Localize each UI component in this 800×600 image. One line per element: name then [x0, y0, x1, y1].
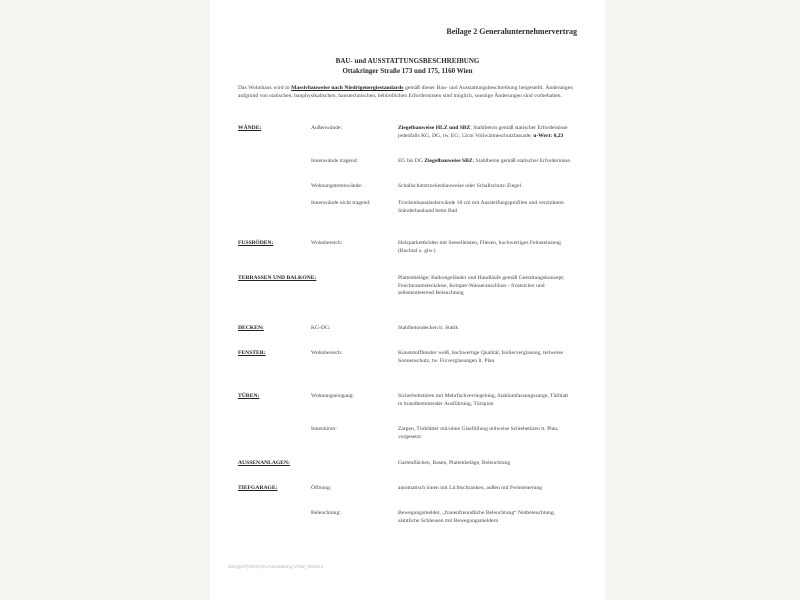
title-line-1: BAU- und AUSSTATTUNGSBESCHREIBUNG — [335, 57, 480, 65]
footer-path: Dbvg|DT|VKG|VK/Ausstattung VSW_091014 — [228, 565, 324, 570]
section-label: AUSSENANLAGEN: — [238, 460, 290, 466]
attachment-header: Beilage 2 Generalunternehmervertrag — [446, 27, 577, 36]
subsection-label: Wohnungseingang: — [311, 393, 355, 399]
section-label: FENSTER: — [238, 350, 266, 356]
section-label: TÜREN: — [238, 393, 260, 399]
section-description: Trockenbauständerwände 10 cm mit Aussteifungsprofilen und verzinktem Ständerbauband beim Bad — [398, 200, 564, 214]
section-label: TIEFGARAGE: — [238, 485, 278, 491]
section-label: DECKEN: — [238, 325, 264, 331]
title-line-2: Ottakringer Straße 173 und 175, 1160 Wien — [342, 67, 473, 75]
section-description: Zargen, Türblätter mit/ohne Glasfüllung teilweise Schiebetüren lt. Plan, vorgesetzt — [398, 426, 559, 440]
section-description: Holzparkettböden mit Sesselleisten, Fliesen, hochwertiges Feinsteinzeug (Buchtal o. glw.) — [398, 240, 561, 254]
subsection-label: Innentüren: — [311, 426, 337, 432]
section-label: TERRASSEN UND BALKONE: — [238, 275, 317, 281]
section-description: Ziegelbauweise HLZ und SBZ; Stahlbeton gemäß statischer Erfordernisse jedenfalls KG, DG, tw. EG; 12cm Vollwärmeschutzfassade; u-Wert: 0,23 — [398, 125, 568, 139]
subsection-label: Außenwände: — [311, 125, 343, 131]
section-description: Sicherheitstüren mit Mehrfachverriegelung, Stahlumfassungszarge, Türblatt in brandhemmender Ausführung, Türspion — [398, 393, 569, 407]
section-label: FUSSBÖDEN: — [238, 240, 274, 246]
intro-paragraph — [238, 85, 573, 100]
subsection-label: Wohnungstrennwände: — [311, 183, 363, 189]
subsection-label: Beleuchtung: — [311, 510, 341, 516]
section-description: Schallschutztrockenbauweise oder Schallschutz-Ziegel — [398, 183, 522, 189]
intro-text-start: Das Wohnhaus wird in — [238, 85, 292, 91]
section-description: Bewegungsmelder, „frauenfreundliche Beleuchtung“ Notbeleuchtung, sämtliche Schleusen mit Bewegungsmeldern — [398, 510, 556, 524]
subsection-label: Wohnbereich: — [311, 350, 343, 356]
document-page — [210, 0, 605, 600]
subsection-label: Wohnbereich: — [311, 240, 343, 246]
subsection-label: Innenwände tragend: — [311, 158, 359, 164]
subsection-label: KG-DG: — [311, 325, 331, 331]
subsection-label: Öffnung: — [311, 485, 332, 491]
intro-highlight: Massivbauweise nach Niedrigenergiestandards — [291, 85, 404, 91]
section-label: WÄNDE: — [238, 125, 262, 131]
section-description: Kunststofffenster weiß, hochwertige Qualität, Isolierverglasung, teilweise Sonnenschutz, tw. Fixverglasungen lt. Plan — [398, 350, 563, 364]
section-description: Stahlbetondecken lt. Statik — [398, 325, 459, 331]
subsection-label: Innenwände nicht tragend: — [311, 200, 371, 206]
section-description: automatisch innen mit Lichtschranken, außen mit Fernsteuerung — [398, 485, 543, 491]
document-title — [210, 56, 605, 76]
section-description: Gartenflächen, Rasen, Plattenbeläge, Beleuchtung — [398, 460, 511, 466]
intro-text-end: gemäß dieser Bau- und Ausstattungsbeschreibung hergestellt. Änderungen aufgrund von statischen, bauphysikalischen, haustechnischen, behördlichen Erfordernissen sind möglich, sonstige Änderungen sind vorbehalten. — [238, 85, 574, 99]
section-description: EG bis DG Ziegelbauweise SBZ; Stahlbeton gemäß statischer Erfordernisse. — [398, 158, 572, 164]
section-description: Plattenbeläge; Balkongeländer und Handläufe gemäß Gestaltungskonzept; Feuchtraumsteckdose, Kemper-Wasseranschluss - frostsicher und selbstentleerend Beleuchtung — [398, 275, 565, 297]
